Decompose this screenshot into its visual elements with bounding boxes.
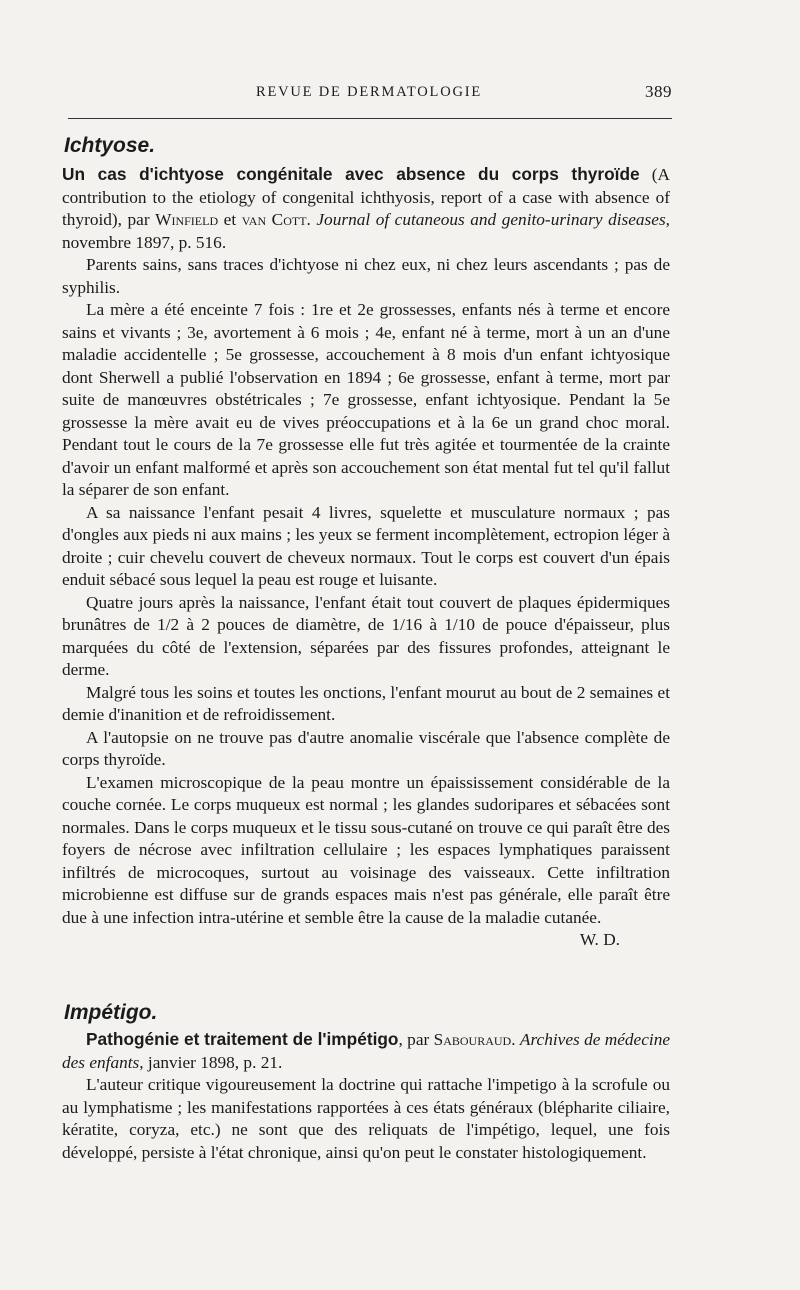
article-title: Un cas d'ichtyose congénitale avec absence du corps thyroïde: [62, 164, 640, 184]
signature: W. D.: [579, 930, 620, 949]
author-name: Winfield: [155, 210, 219, 229]
page-number: 389: [645, 82, 672, 101]
conjunction: et: [218, 210, 242, 229]
journal-name: Journal of cutaneous and genito-urinary diseases: [316, 210, 666, 229]
reference-tail: , novembre 1897, p. 516.: [62, 210, 670, 252]
article-reference: [62, 163, 670, 254]
paragraph: L'auteur critique vigoureusement la doctrine qui rattache l'impetigo à la scrofule ou au lymphatisme ; les manifestations rapportées à ces états généraux (blépharite ciliaire, kératite, coryza, etc.) ne sont que des reliquats de l'impétigo, lequel, une fois développé, persiste à l'état chronique, ainsi qu'on peut le constater histologiquement.: [62, 1075, 670, 1162]
paragraph: [62, 772, 670, 949]
running-head: [68, 84, 672, 108]
separator: .: [511, 1030, 520, 1049]
paragraph: A sa naissance l'enfant pesait 4 livres, squelette et musculature normaux ; pas d'ongles aux pieds ni aux mains ; les yeux se ferment incomplètement, ectropion léger à droite ; cuir chevelu couvert de cheveux normaux. Tout le corps est couvert d'un épais enduit sébacé sous lequel la peau est rouge et luisante.: [62, 502, 670, 589]
paragraph-text: L'examen microscopique de la peau montre un épaississement considérable de la couche cornée. Le corps muqueux est normal ; les glandes sudoripares et sébacées sont normales. Dans le corps muqueux et le tissu sous-cutané on trouve ce qui paraît être des foyers de nécrose avec infiltration cellulaire ; les espaces lymphatiques paraissent infiltrés de microcoques, surtout au voisinage des vaisseaux. Cette infiltration microbienne est diffuse sur de grands espaces mais n'est pas générale, elle paraît être due à une infection intra-utérine et semble être la cause de la maladie cutanée.: [62, 772, 670, 927]
article-title: Pathogénie et traitement de l'impétigo: [86, 1029, 399, 1049]
section-heading-ichtyose: Ichtyose.: [64, 134, 156, 157]
author-name: van Cott: [241, 210, 307, 229]
reference-text: , par: [398, 1030, 434, 1049]
paragraph: Parents sains, sans traces d'ichtyose ni chez eux, ni chez leurs ascendants ; pas de syphilis.: [62, 255, 670, 297]
paragraph: A l'autopsie on ne trouve pas d'autre anomalie viscérale que l'absence complète de corps thyroïde.: [62, 727, 670, 769]
paragraph: Malgré tous les soins et toutes les onctions, l'enfant mourut au bout de 2 semaines et demie d'inanition et de refroidissement.: [62, 682, 670, 724]
paragraph: Quatre jours après la naissance, l'enfant était tout couvert de plaques épidermiques brunâtres de 1/2 à 2 pouces de diamètre, de 1/16 à 1/10 de pouce d'épaisseur, plus marquées du côté de l'extension, séparées par des fissures profondes, atteignant le derme.: [62, 592, 670, 679]
reference-tail: , janvier 1898, p. 21.: [139, 1052, 283, 1072]
section-body-impetigo: [62, 1028, 670, 1164]
section-heading-impetigo: Impétigo.: [64, 1001, 158, 1024]
journal-name: Archives de médecine des enfants: [62, 1030, 671, 1072]
author-name: Sabouraud: [433, 1030, 512, 1049]
separator: .: [306, 210, 317, 229]
reference-text: (A contribution to the etiology of congenital ichthyosis, report of a case with absence of thyroid), par: [62, 165, 670, 229]
journal-title: REVUE DE DERMATOLOGIE: [256, 84, 483, 100]
header-rule: [68, 118, 672, 119]
section-body-ichtyose: [62, 163, 670, 952]
paragraph: La mère a été enceinte 7 fois : 1re et 2e grossesses, enfants nés à terme et encore sains et vivants ; 3e, avortement à 6 mois ; 4e, enfant né à terme, mort à un an d'une maladie accidentelle ; 5e grossesse, accouchement à 8 mois d'un enfant ichtyosique dont Sherwell a publié l'observation en 1894 ; 6e grossesse, enfant à terme, mort par suite de manœuvres obstétricales ; 7e grossesse, enfant ichtyosique. Pendant la 5e grossesse la mère avait eu de vives préoccupations et à la 6e un grand choc moral. Pendant tout le cours de la 7e grossesse elle fut très agitée et tourmentée de la crainte d'avoir un enfant malformé et après son accouchement son état mental fut tel qu'il fallut la séparer de son enfant.: [62, 300, 670, 499]
article-reference: [62, 1028, 670, 1074]
